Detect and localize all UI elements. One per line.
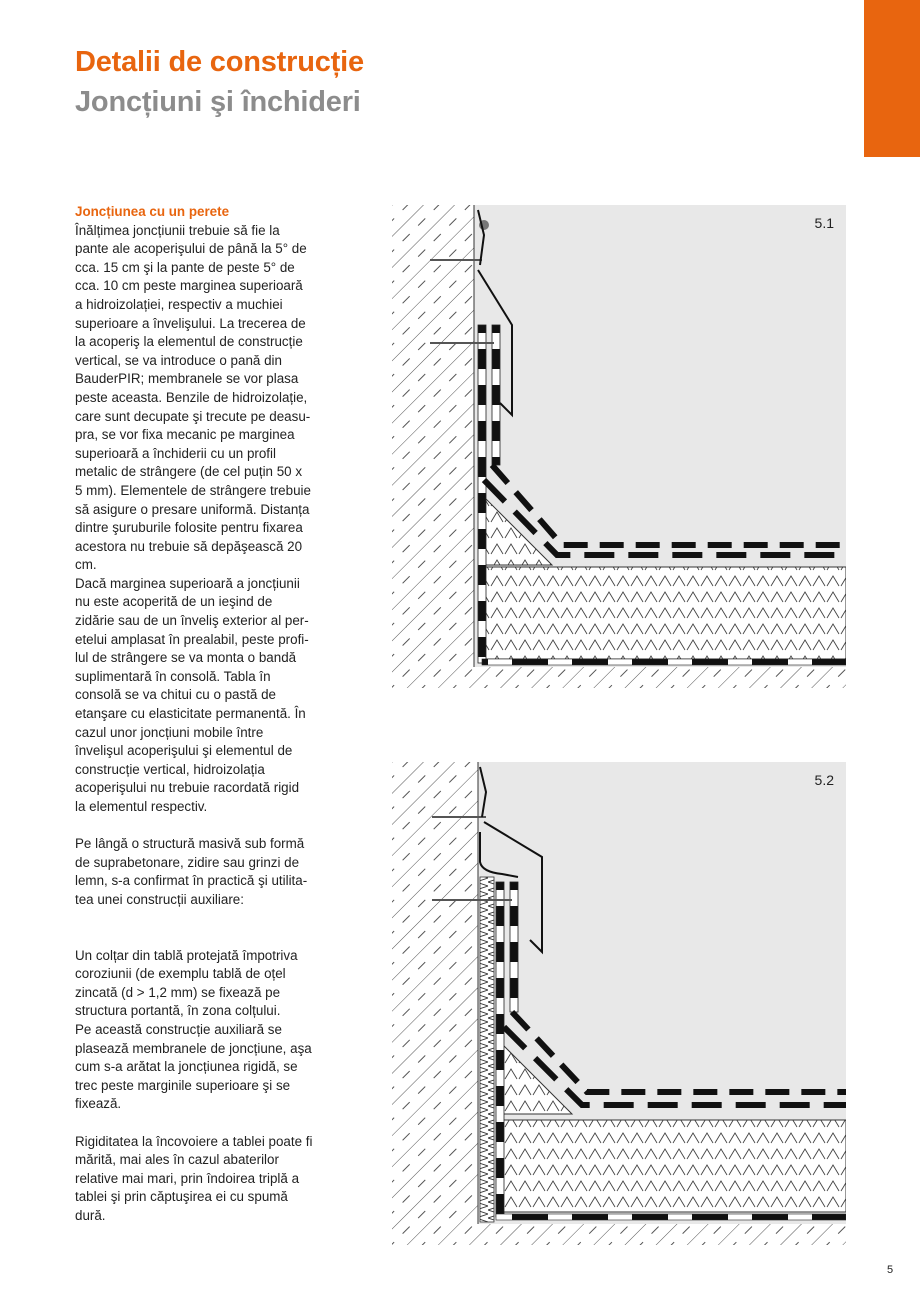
text-line: de suprabetonare, zidire sau grinzi de: [75, 854, 300, 870]
text-line: vertical, se va introduce o pană din: [75, 352, 282, 368]
wall-junction-with-auxiliary-construction-diagram: [392, 762, 846, 1245]
text-line: cum s-a arătat la joncțiunea rigidă, se: [75, 1059, 298, 1075]
text-line: nu este acoperită de un ieşind de: [75, 594, 273, 610]
text-line: pra, se vor fixa mecanic pe marginea: [75, 427, 295, 443]
text-line: Înălțimea joncțiunii trebuie să fie la: [75, 222, 280, 238]
paragraph-3: [75, 835, 335, 909]
text-line: la acoperiş la elementul de construcție: [75, 334, 303, 350]
text-line: mărită, mai ales în cazul abaterilor: [75, 1152, 279, 1168]
text-line: peste aceasta. Benzile de hidroizolație,: [75, 389, 308, 405]
page-title: Detalii de construcție: [75, 46, 364, 78]
text-line: cca. 10 cm peste marginea superioară: [75, 278, 303, 294]
text-line: Rigiditatea la încovoiere a tablei poate fi: [75, 1133, 313, 1149]
paragraph-5: [75, 1133, 335, 1226]
text-line: metalic de strângere (de cel puțin 50 x: [75, 464, 303, 480]
paragraph-2: [75, 575, 335, 817]
text-line: care sunt decupate şi trecute pe deasu-: [75, 408, 311, 424]
text-line: Pe această construcție auxiliară se: [75, 1021, 282, 1037]
text-line: dintre şuruburile folosite pentru fixarea: [75, 520, 303, 536]
section-heading: Joncțiunea cu un perete: [75, 204, 230, 219]
text-line: zincată (d > 1,2 mm) se fixează pe: [75, 984, 281, 1000]
text-line: etelui amplasat în prealabil, peste profi-: [75, 631, 309, 647]
text-line: Dacă marginea superioară a joncțiunii: [75, 575, 300, 591]
text-line: lul de strângere se va monta o bandă: [75, 650, 297, 666]
text-line: BauderPIR; membranele se vor plasa: [75, 371, 299, 387]
page-subtitle: Joncțiuni şi închideri: [75, 86, 361, 118]
text-line: construcție vertical, hidroizolația: [75, 761, 265, 777]
paragraph-4: [75, 947, 335, 1114]
text-line: 5 mm). Elementele de strângere trebuie: [75, 482, 311, 498]
construction-detail-figure-5-2: [392, 762, 846, 1245]
page-number: 5: [887, 1264, 894, 1276]
text-line: etanşare cu elasticitate permanentă. În: [75, 706, 306, 722]
text-line: dură.: [75, 1207, 106, 1223]
construction-detail-figure-5-1: [392, 205, 846, 688]
figure-label: 5.1: [814, 215, 834, 231]
text-line: plasează membranele de joncțiune, aşa: [75, 1040, 312, 1056]
text-line: lemn, s-a confirmat în practică şi utilita-: [75, 873, 308, 889]
text-line: superioară a închiderii cu un profil: [75, 445, 276, 461]
text-line: fixează.: [75, 1096, 122, 1112]
text-line: cca. 15 cm şi la pante de peste 5° de: [75, 259, 295, 275]
text-line: cazul unor joncțiuni mobile între: [75, 724, 264, 740]
text-line: relative mai mari, prin îndoirea triplă a: [75, 1170, 300, 1186]
text-line: cm.: [75, 557, 97, 573]
text-line: suplimentară în consolă. Tabla în: [75, 668, 271, 684]
text-line: zidărie sau de un înveliş exterior al per-: [75, 613, 309, 629]
text-line: învelişul acoperişului şi elementul de: [75, 743, 293, 759]
text-line: a hidroizolației, respectiv a muchiei: [75, 296, 283, 312]
orange-corner-tab: [864, 0, 920, 157]
text-line: Un colțar din tablă protejată împotriva: [75, 947, 298, 963]
text-line: Pe lângă o structură masivă sub formă: [75, 836, 305, 852]
wall-junction-diagram: [392, 205, 846, 688]
text-line: consolă se va chitui cu o pastă de: [75, 687, 276, 703]
text-line: tablei şi prin căptuşirea ei cu spumă: [75, 1189, 288, 1205]
text-line: acestora nu trebuie să depăşească 20: [75, 538, 303, 554]
paragraph-1: [75, 222, 335, 575]
text-line: la elementul respectiv.: [75, 799, 208, 814]
text-column: [75, 203, 335, 1225]
text-line: acoperişului nu trebuie racordată rigid: [75, 780, 300, 796]
figure-label: 5.2: [814, 772, 834, 788]
text-line: trec peste marginile superioare şi se: [75, 1077, 291, 1093]
text-line: superioare a învelişului. La trecerea de: [75, 315, 306, 331]
text-line: tea unei construcții auxiliare:: [75, 891, 244, 907]
text-line: coroziunii (de exemplu tablă de oțel: [75, 966, 286, 982]
text-line: structura portantă, în zona colțului.: [75, 1003, 281, 1019]
text-line: să asigure o presare uniformă. Distanța: [75, 501, 310, 517]
text-line: pante ale acoperişului de până la 5° de: [75, 241, 307, 257]
